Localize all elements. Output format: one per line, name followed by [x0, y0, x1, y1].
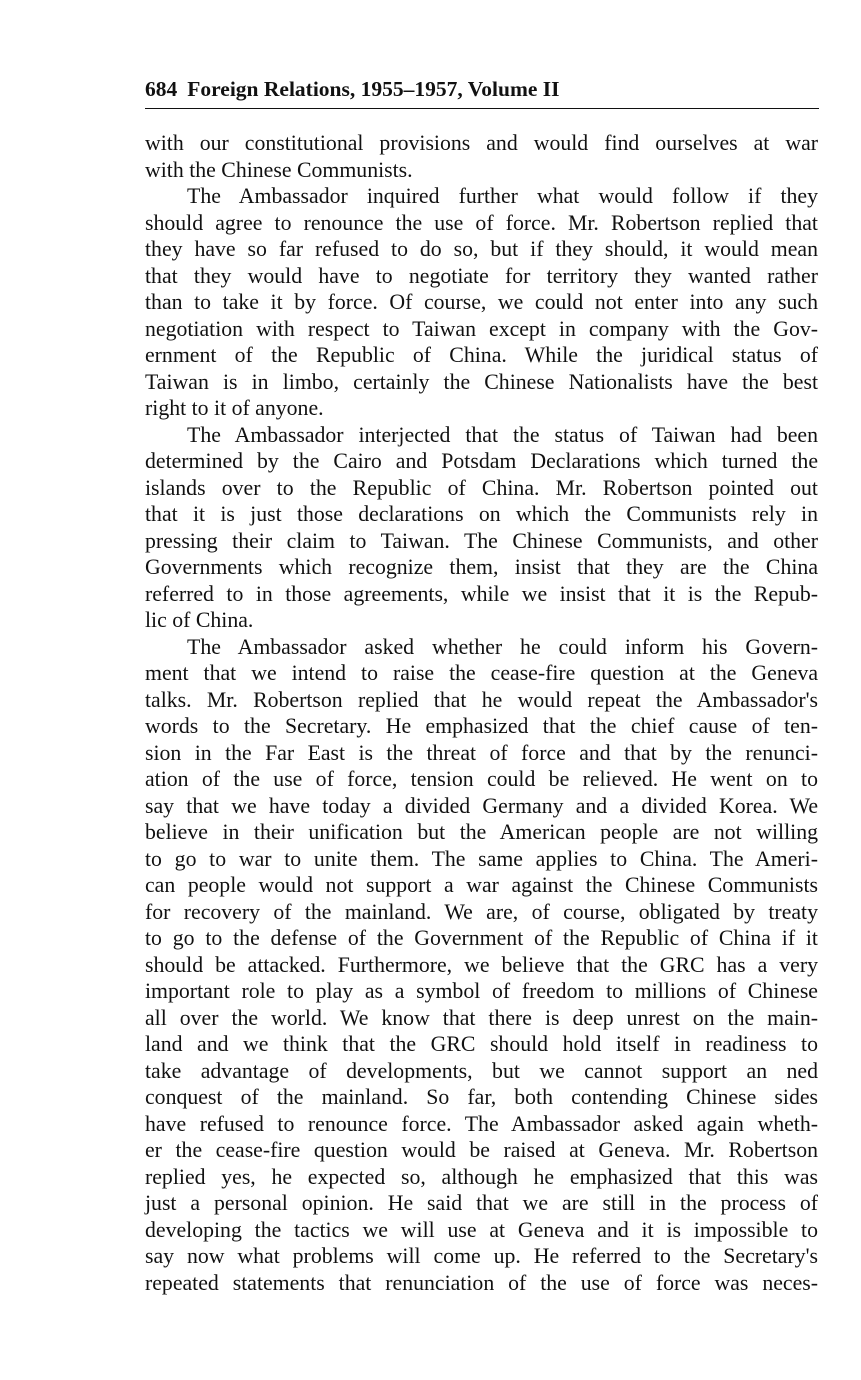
text-line: determined by the Cairo and Potsdam Declarations which turned the — [145, 449, 818, 473]
text-line: ation of the use of force, tension could be relieved. He went on to — [145, 767, 818, 791]
text-line: for recovery of the mainland. We are, of course, obligated by treaty — [145, 899, 818, 924]
text-line: referred to in those agreements, while we insist that it is the Repub- — [145, 581, 818, 606]
text-line: words to the Secretary. He emphasized that the chief cause of ten- — [145, 714, 818, 738]
text-line: negotiation with respect to Taiwan except in company with the Gov- — [145, 316, 818, 341]
text-line: with our constitutional provisions and would find ourselves at war — [145, 131, 818, 155]
text-line: talks. Mr. Robertson replied that he would repeat the Ambassador's — [145, 687, 818, 712]
text-line: islands over to the Republic of China. Mr. Robertson pointed out — [145, 475, 818, 500]
text-line: that they would have to negotiate for territory they wanted rather — [145, 263, 818, 288]
text-line: The Ambassador inquired further what would follow if they — [187, 184, 818, 208]
text-line: that it is just those declarations on which the Communists rely in — [145, 502, 818, 526]
text-line: er the cease-fire question would be raised at Geneva. Mr. Robertson — [145, 1138, 818, 1162]
text-line: should be attacked. Furthermore, we believe that the GRC has a very — [145, 952, 818, 977]
text-line: to go to the defense of the Government of the Republic of China if it — [145, 926, 818, 950]
text-line: have refused to renounce force. The Ambassador asked again wheth- — [145, 1111, 818, 1136]
text-line: they have so far refused to do so, but if they should, it would mean — [145, 237, 818, 261]
text-line: sion in the Far East is the threat of force and that by the renunci- — [145, 740, 818, 765]
text-line: right to it of anyone. — [145, 396, 324, 420]
text-line: just a personal opinion. He said that we are still in the process of — [145, 1191, 818, 1215]
text-line: The Ambassador interjected that the status of Taiwan had been — [187, 422, 818, 447]
text-line: believe in their unification but the American people are not willing — [145, 820, 818, 844]
running-head — [145, 74, 819, 109]
text-line: The Ambassador asked whether he could inform his Govern- — [187, 634, 818, 659]
text-line: conquest of the mainland. So far, both contending Chinese sides — [145, 1085, 818, 1109]
text-line: Governments which recognize them, insist that they are the China — [145, 555, 818, 579]
body-text — [145, 130, 818, 1296]
text-line: replied yes, he expected so, although he emphasized that this was — [145, 1164, 818, 1189]
text-line: land and we think that the GRC should hold itself in readiness to — [145, 1032, 818, 1056]
text-line: pressing their claim to Taiwan. The Chinese Communists, and other — [145, 528, 818, 553]
text-line: Taiwan is in limbo, certainly the Chinese Nationalists have the best — [145, 369, 818, 394]
text-line: than to take it by force. Of course, we could not enter into any such — [145, 290, 818, 314]
text-line: all over the world. We know that there is deep unrest on the main- — [145, 1005, 818, 1030]
running-title: Foreign Relations, 1955–1957, Volume II — [187, 77, 560, 101]
text-line: take advantage of developments, but we cannot support an ned — [145, 1058, 818, 1083]
text-line: with the Chinese Communists. — [145, 157, 413, 182]
text-line: repeated statements that renunciation of the use of force was neces- — [145, 1270, 818, 1295]
text-line: should agree to renounce the use of force. Mr. Robertson replied that — [145, 210, 818, 235]
text-line: ment that we intend to raise the cease-fire question at the Geneva — [145, 661, 818, 685]
text-line: can people would not support a war against the Chinese Communists — [145, 873, 818, 897]
text-line: to go to war to unite them. The same applies to China. The Ameri- — [145, 846, 818, 871]
text-line: ernment of the Republic of China. While the juridical status of — [145, 343, 818, 367]
text-line: say that we have today a divided Germany and a divided Korea. We — [145, 793, 818, 818]
text-line: lic of China. — [145, 608, 254, 632]
page-number: 684 — [145, 77, 178, 101]
text-line: important role to play as a symbol of freedom to millions of Chinese — [145, 979, 818, 1003]
text-line: developing the tactics we will use at Geneva and it is impossible to — [145, 1217, 818, 1242]
text-line: say now what problems will come up. He referred to the Secretary's — [145, 1244, 818, 1268]
